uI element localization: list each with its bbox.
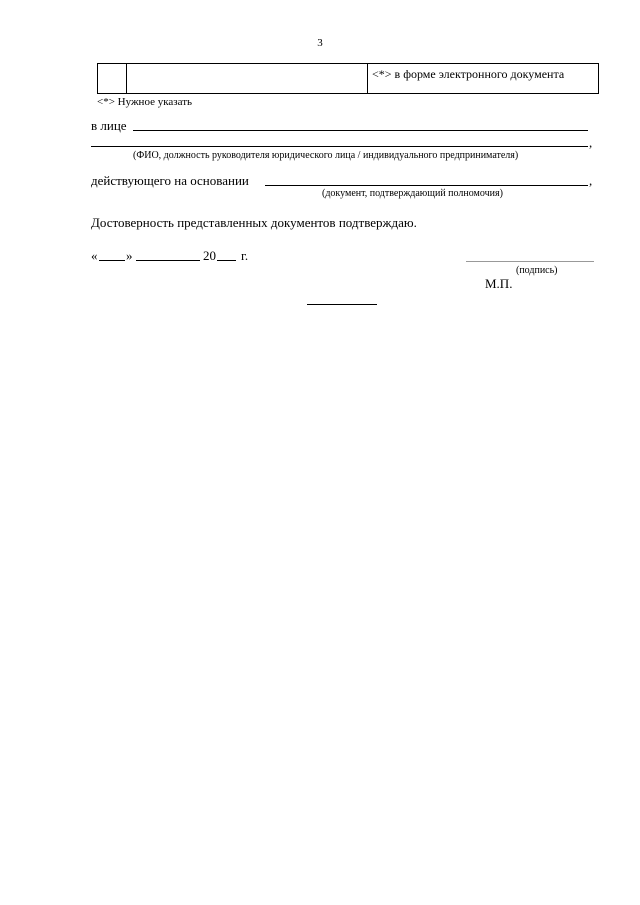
table-row (98, 64, 599, 94)
fio-comma: , (589, 135, 593, 150)
date-close-quote: » (126, 248, 133, 263)
signature-caption: (подпись) (516, 265, 558, 276)
table-cell-electronic-form: <*> в форме электронного документа (368, 64, 599, 94)
date-open-quote: « (91, 248, 98, 263)
date-year-prefix: 20 (203, 248, 216, 263)
fio-fill-line[interactable] (91, 146, 588, 147)
in-person-fill-line[interactable] (133, 130, 588, 131)
acting-label: действующего на основании (91, 173, 249, 188)
in-person-label: в лице (91, 118, 127, 133)
table-cell-2 (127, 64, 368, 94)
page-number: 3 (317, 37, 323, 49)
document-table (97, 63, 599, 94)
fio-caption: (ФИО, должность руководителя юридического лица / индивидуального предпринимателя) (133, 150, 519, 161)
footnote-note: <*> Нужное указать (97, 96, 193, 108)
date-year-field[interactable] (217, 260, 236, 261)
date-year-suffix: г. (241, 248, 249, 263)
stamp-mark: М.П. (485, 276, 513, 291)
basis-comma: , (589, 173, 593, 188)
date-day-field[interactable] (99, 260, 125, 261)
basis-caption: (документ, подтверждающий полномочия) (322, 188, 503, 199)
closing-divider (307, 304, 377, 305)
table-cell-1 (98, 64, 127, 94)
basis-fill-line[interactable] (265, 185, 588, 186)
date-month-field[interactable] (136, 260, 200, 261)
signature-line[interactable] (466, 261, 594, 262)
confirm-statement: Достоверность представленных документов подтверждаю. (91, 215, 417, 230)
